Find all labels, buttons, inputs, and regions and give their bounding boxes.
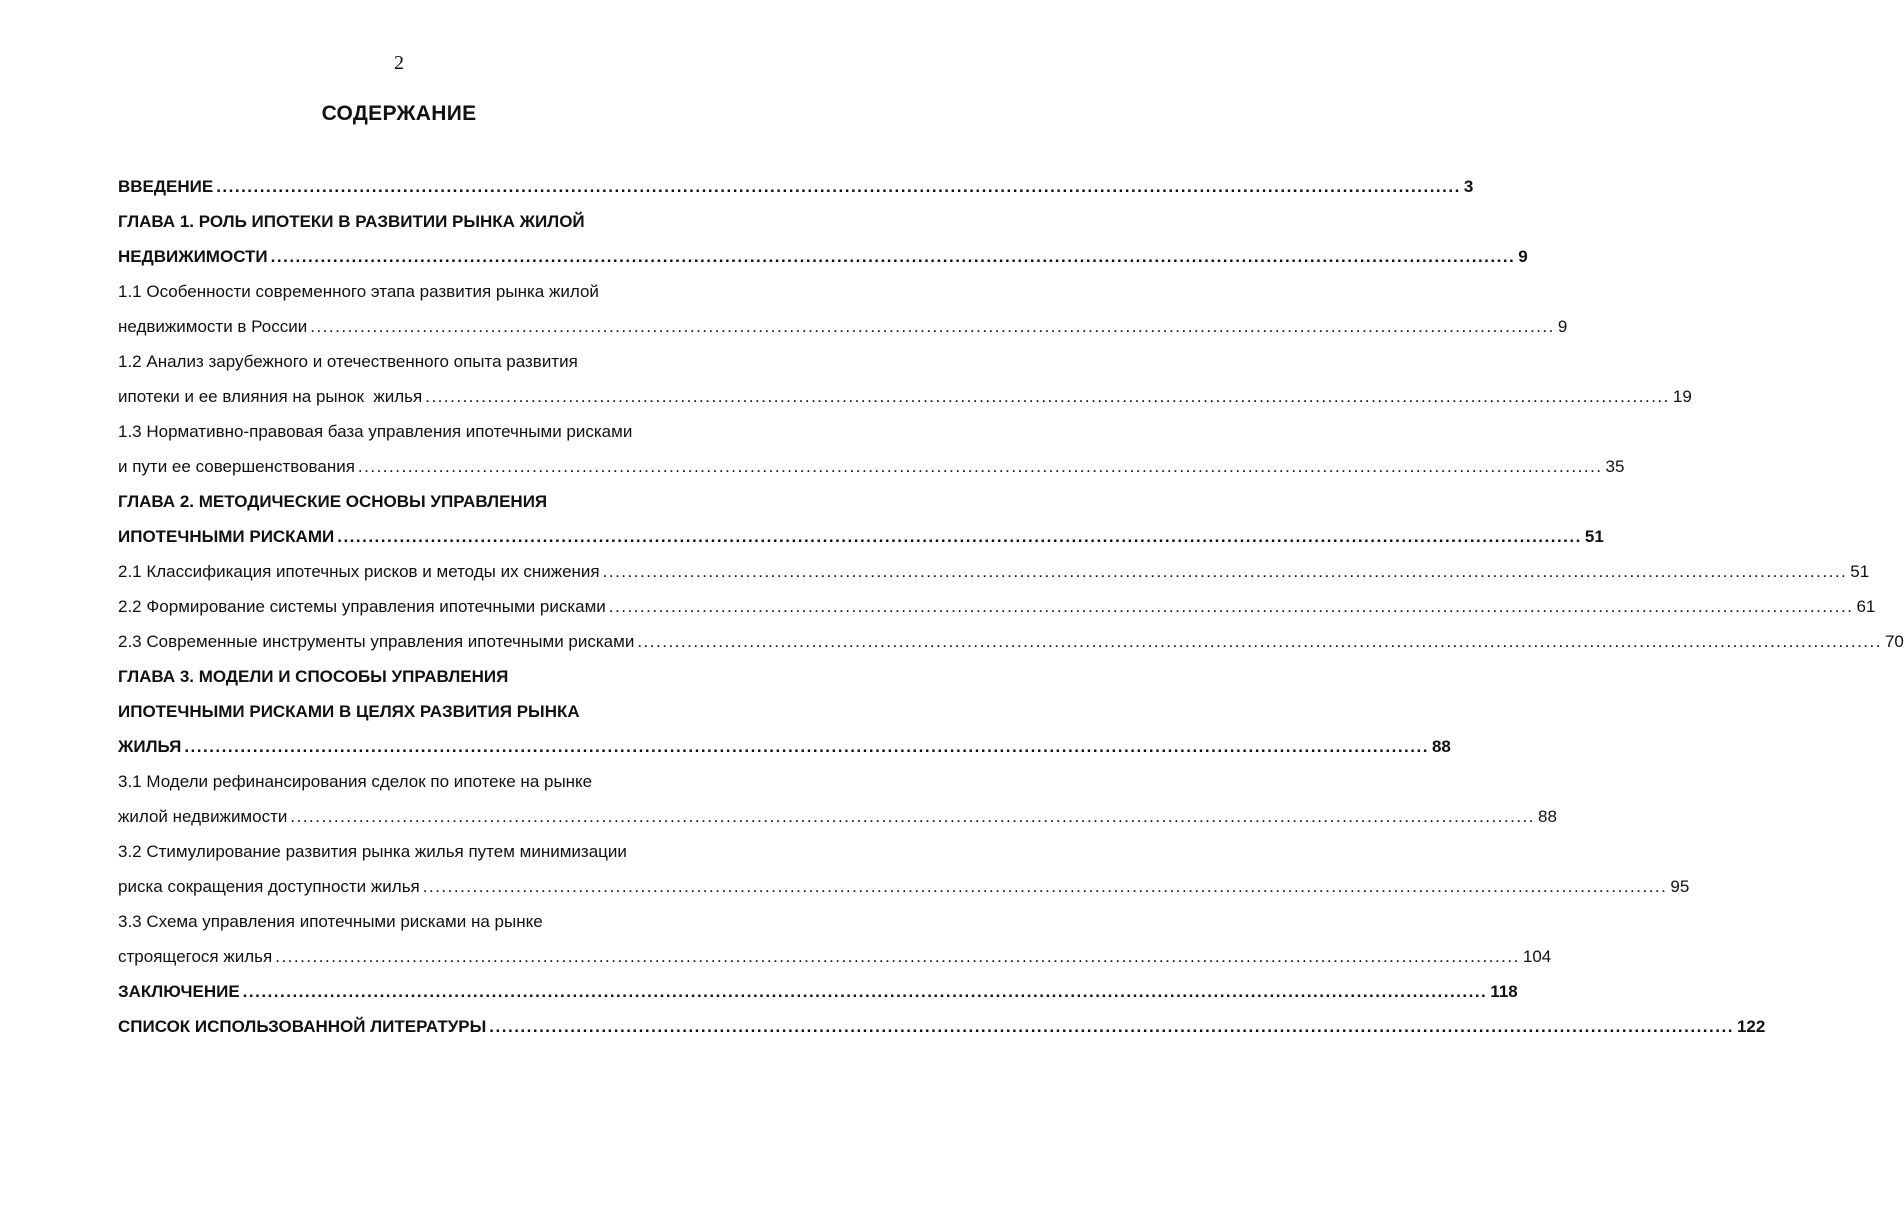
toc-entry-chapter-1[interactable] xyxy=(118,240,1528,274)
dot-leader: ........................................................................................................................................................................................................ xyxy=(602,562,1848,581)
dot-leader: ........................................................................................................................................................................................................ xyxy=(608,597,1854,616)
dot-leader: ........................................................................................................................................................................................................ xyxy=(489,1017,1734,1036)
toc-entry-label: 2.2 Формирование системы управления ипотечными рисками xyxy=(118,597,606,616)
dot-leader: ........................................................................................................................................................................................................ xyxy=(310,317,1555,336)
toc-entry-section-1-1-line1[interactable] xyxy=(118,275,748,309)
toc-entry-label: недвижимости в России xyxy=(118,317,308,336)
toc-entry-label: НЕДВИЖИМОСТИ xyxy=(118,247,268,266)
toc-page-number: 88 xyxy=(1431,737,1451,756)
toc-entry-label: СПИСОК ИСПОЛЬЗОВАННОЙ ЛИТЕРАТУРЫ xyxy=(118,1017,487,1036)
toc-page-number: 88 xyxy=(1538,807,1557,826)
toc-entry-section-1-1[interactable] xyxy=(118,310,1568,344)
toc-page-number: 104 xyxy=(1522,947,1552,966)
toc-entry-label: ЖИЛЬЯ xyxy=(118,737,182,756)
toc-entry-chapter-2-line1[interactable] xyxy=(118,485,748,519)
toc-entry-label: ГЛАВА 2. МЕТОДИЧЕСКИЕ ОСНОВЫ УПРАВЛЕНИЯ xyxy=(118,492,548,511)
toc-entry-label: ипотеки и ее влияния на рынок жилья xyxy=(118,387,423,406)
toc-page-number: 122 xyxy=(1736,1017,1766,1036)
dot-leader: ........................................................................................................................................................................................................ xyxy=(357,457,1603,476)
toc-entry-chapter-3[interactable] xyxy=(118,730,1451,764)
toc-page-number: 35 xyxy=(1605,457,1625,476)
toc-entry-label: ВВЕДЕНИЕ xyxy=(118,177,214,196)
toc-entry-section-1-2[interactable] xyxy=(118,380,1692,414)
toc-entry-section-3-2[interactable] xyxy=(118,870,1690,904)
dot-leader: ........................................................................................................................................................................................................ xyxy=(270,247,1516,266)
dot-leader: ........................................................................................................................................................................................................ xyxy=(425,387,1670,406)
toc-entry-label: 1.3 Нормативно-правовая база управления ипотечными рисками xyxy=(118,422,633,441)
toc-page-number: 19 xyxy=(1672,387,1692,406)
dot-leader: ........................................................................................................................................................................................................ xyxy=(422,877,1668,896)
dot-leader: ........................................................................................................................................................................................................ xyxy=(275,947,1520,966)
toc-entry-intro[interactable] xyxy=(118,170,1474,204)
toc-page-number: 118 xyxy=(1490,982,1518,1001)
toc-entry-chapter-3-line2[interactable] xyxy=(118,695,748,729)
toc-page-number: 61 xyxy=(1856,597,1876,616)
toc-entry-label: 2.1 Классификация ипотечных рисков и методы их снижения xyxy=(118,562,600,581)
toc-entry-references[interactable] xyxy=(118,1010,1766,1044)
toc-entry-section-3-2-line1[interactable] xyxy=(118,835,748,869)
page-title: СОДЕРЖАНИЕ xyxy=(321,102,477,125)
toc-entry-label: строящегося жилья xyxy=(118,947,273,966)
toc-entry-chapter-3-line1[interactable] xyxy=(118,660,748,694)
toc-page-number: 3 xyxy=(1463,177,1474,196)
toc-entry-label: риска сокращения доступности жилья xyxy=(118,877,420,896)
toc-entry-section-1-2-line1[interactable] xyxy=(118,345,748,379)
toc-entry-section-1-3-line1[interactable] xyxy=(118,415,748,449)
dot-leader: ........................................................................................................................................................................................................ xyxy=(242,982,1488,1001)
toc-entry-label: ЗАКЛЮЧЕНИЕ xyxy=(118,982,240,1001)
dot-leader: ........................................................................................................................................................................................................ xyxy=(637,632,1882,651)
toc-entry-label: 2.3 Современные инструменты управления ипотечными рисками xyxy=(118,632,635,651)
toc-page-number: 95 xyxy=(1670,877,1690,896)
toc-entry-section-3-1[interactable] xyxy=(118,800,1557,834)
dot-leader: ........................................................................................................................................................................................................ xyxy=(290,807,1536,826)
toc-entry-conclusion[interactable] xyxy=(118,975,1518,1009)
toc-entry-label: и пути ее совершенствования xyxy=(118,457,355,476)
toc-page-number: 70 xyxy=(1884,632,1904,651)
page-number: 2 xyxy=(394,52,404,74)
toc-entry-section-3-1-line1[interactable] xyxy=(118,765,748,799)
dot-leader: ........................................................................................................................................................................................................ xyxy=(216,177,1461,196)
toc-page-number: 51 xyxy=(1850,562,1870,581)
toc-entry-section-3-3-line1[interactable] xyxy=(118,905,748,939)
toc-entry-label: 1.2 Анализ зарубежного и отечественного опыта развития xyxy=(118,352,578,371)
toc-entry-label: ГЛАВА 1. РОЛЬ ИПОТЕКИ В РАЗВИТИИ РЫНКА ЖИЛОЙ xyxy=(118,212,585,231)
toc-entry-label: ГЛАВА 3. МОДЕЛИ И СПОСОБЫ УПРАВЛЕНИЯ xyxy=(118,667,509,686)
toc-page-number: 9 xyxy=(1557,317,1568,336)
toc-entry-chapter-2[interactable] xyxy=(118,520,1604,554)
toc-entry-label: 3.1 Модели рефинансирования сделок по ипотеке на рынке xyxy=(118,772,593,791)
toc-entry-label: 3.2 Стимулирование развития рынка жилья путем минимизации xyxy=(118,842,627,861)
toc-entry-label: ИПОТЕЧНЫМИ РИСКАМИ xyxy=(118,527,335,546)
toc-entry-label: 1.1 Особенности современного этапа развития рынка жилой xyxy=(118,282,599,301)
toc-entry-label: жилой недвижимости xyxy=(118,807,288,826)
toc-entry-chapter-1-line1[interactable] xyxy=(118,205,748,239)
toc-entry-section-1-3[interactable] xyxy=(118,450,1625,484)
toc-entry-section-2-1[interactable] xyxy=(118,555,1870,589)
toc-entry-section-3-3[interactable] xyxy=(118,940,1552,974)
toc-page-number: 51 xyxy=(1584,527,1604,546)
toc-entry-label: ИПОТЕЧНЫМИ РИСКАМИ В ЦЕЛЯХ РАЗВИТИЯ РЫНКА xyxy=(118,702,580,721)
toc-entry-label: 3.3 Схема управления ипотечными рисками на рынке xyxy=(118,912,543,931)
toc-page-number: 9 xyxy=(1518,247,1528,266)
dot-leader: ........................................................................................................................................................................................................ xyxy=(337,527,1582,546)
toc-entry-section-2-2[interactable] xyxy=(118,590,1876,624)
toc-entry-section-2-3[interactable] xyxy=(118,625,1904,659)
dot-leader: ........................................................................................................................................................................................................ xyxy=(184,737,1429,756)
